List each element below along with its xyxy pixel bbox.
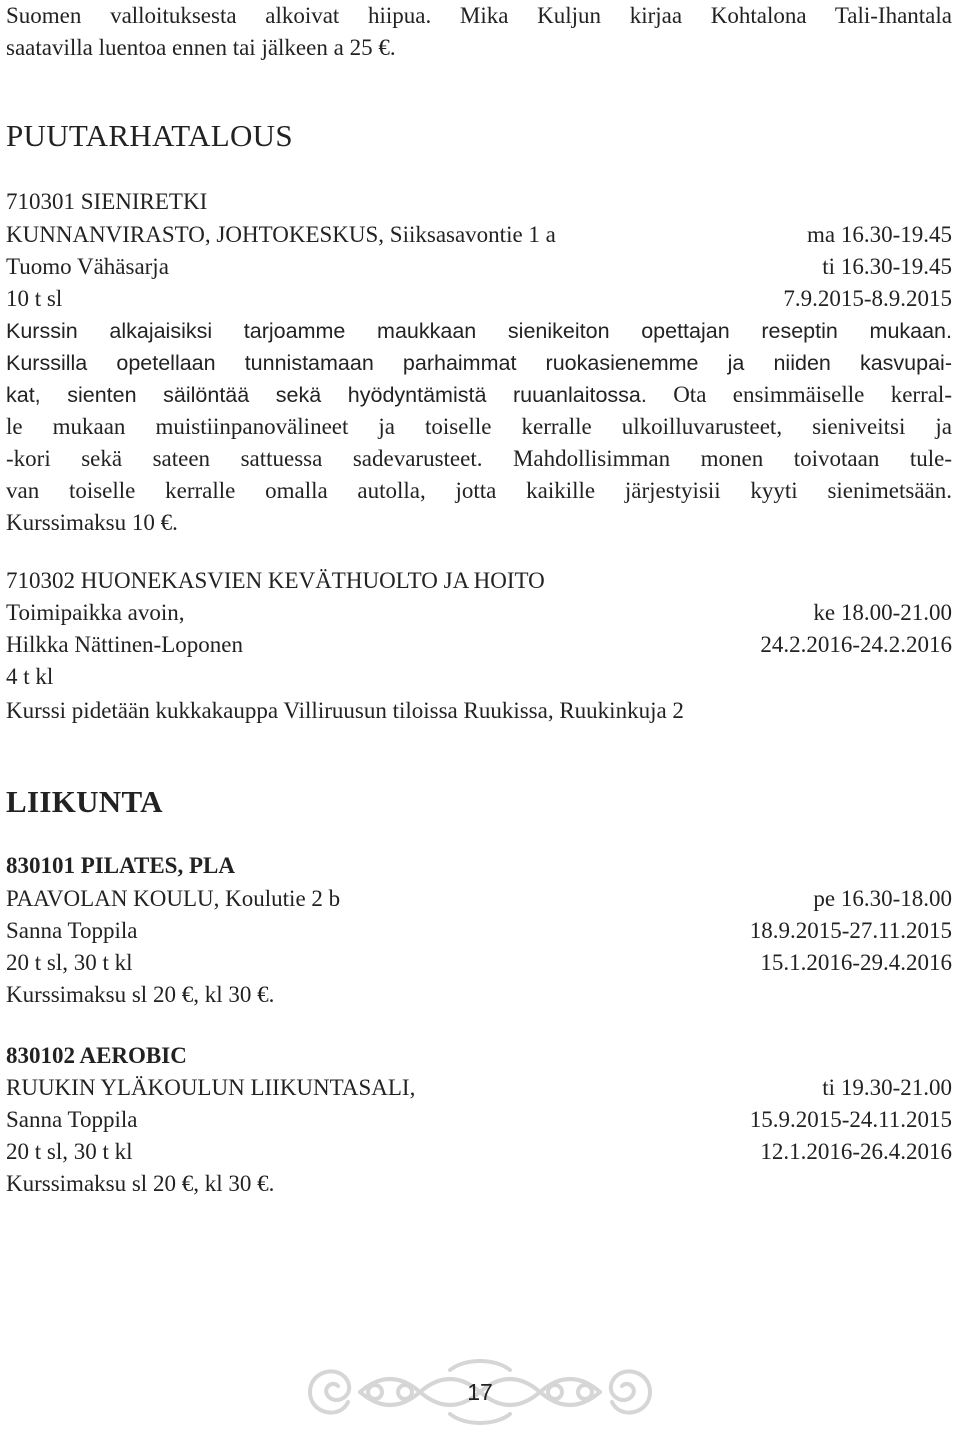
course-description-part: Mahdollisimman monen toivotaan tule-	[482, 446, 952, 471]
course-hours: 4 t kl	[6, 664, 54, 689]
course-description-part: Ota ensimmäiselle kerral-	[646, 382, 952, 407]
course-hours: 20 t sl, 30 t kl	[6, 950, 133, 975]
intro-line-2: saatavilla luentoa ennen tai jälkeen a 25 €.	[6, 35, 396, 60]
course-time: ti 19.30-21.00	[822, 1075, 952, 1100]
course-title-pilates: 830101 PILATES, PLA	[6, 853, 235, 878]
course-place-row	[6, 1072, 952, 1104]
course-teacher-row	[6, 251, 952, 283]
course-title-huonekasvien: 710302 HUONEKASVIEN KEVÄTHUOLTO JA HOITO	[6, 568, 545, 593]
course-time: ma 16.30-19.45	[806, 222, 952, 247]
document-page	[6, 0, 952, 1440]
course-place: RUUKIN YLÄKOULUN LIIKUNTASALI,	[6, 1075, 416, 1100]
course-description-line: Kurssin alkajaisiksi tarjoamme maukkaan sienikeiton opettajan reseptin mukaan.	[6, 319, 952, 343]
course-title-aerobic: 830102 AEROBIC	[6, 1043, 187, 1068]
course-teacher-row	[6, 915, 952, 947]
course-fee: Kurssimaksu sl 20 €, kl 30 €.	[6, 982, 275, 1007]
course-dates: 7.9.2015-8.9.2015	[783, 286, 952, 311]
course-hours-row	[6, 947, 952, 979]
course-dates: 15.1.2016-29.4.2016	[760, 950, 952, 975]
course-description-part: kat, sienten säilöntää sekä hyödyntämistä ruuanlaitossa.	[6, 383, 647, 407]
course-teacher: Sanna Toppila	[6, 918, 138, 943]
course-time: ti 16.30-19.45	[822, 254, 952, 279]
course-title-sieniretki: 710301 SIENIRETKI	[6, 189, 208, 214]
course-time: ke 18.00-21.00	[813, 600, 952, 625]
course-teacher: Tuomo Vähäsarja	[6, 254, 169, 279]
course-fee: Kurssimaksu sl 20 €, kl 30 €.	[6, 1171, 275, 1196]
course-place: PAAVOLAN KOULU, Koulutie 2 b	[6, 886, 341, 911]
section-heading-liikunta: LIIKUNTA	[6, 784, 163, 819]
course-dates: 24.2.2016-24.2.2016	[760, 632, 952, 657]
course-teacher-row	[6, 629, 952, 661]
course-place: KUNNANVIRASTO, JOHTOKESKUS, Siiksasavontie 1 a	[6, 222, 556, 247]
course-place-row	[6, 597, 952, 629]
course-note: Kurssi pidetään kukkakauppa Villiruusun tiloissa Ruukissa, Ruukinkuja 2	[6, 698, 684, 723]
course-place: Toimipaikka avoin,	[6, 600, 185, 625]
course-teacher-row	[6, 1104, 952, 1136]
course-description-line: van toiselle kerralle omalla autolla, jotta kaikille järjestyisii kyyti sienimetsään.	[6, 478, 952, 503]
course-hours-row	[6, 1136, 952, 1168]
course-teacher: Hilkka Nättinen-Loponen	[6, 632, 243, 657]
course-description-part: -kori sekä sateen sattuessa sadevarusteet.	[6, 446, 483, 471]
section-heading-puutarhatalous: PUUTARHATALOUS	[6, 118, 293, 153]
course-description-line: Kurssilla opetellaan tunnistamaan parhaimmat ruokasienemme ja niiden kasvupai-	[6, 351, 952, 375]
course-dates: 12.1.2016-26.4.2016	[760, 1139, 952, 1164]
course-dates: 18.9.2015-27.11.2015	[749, 918, 952, 943]
course-time: pe 16.30-18.00	[813, 886, 952, 911]
course-fee: Kurssimaksu 10 €.	[6, 510, 178, 535]
course-hours: 20 t sl, 30 t kl	[6, 1139, 133, 1164]
course-hours-row	[6, 283, 952, 315]
course-description-line: le mukaan muistiinpanovälineet ja toiselle kerralle ulkoilluvarusteet, sieniveitsi ja	[6, 414, 952, 439]
page-number: 17	[467, 1379, 493, 1405]
course-hours: 10 t sl	[6, 286, 63, 311]
course-place-row	[6, 219, 952, 251]
course-place-row	[6, 883, 952, 915]
course-dates: 15.9.2015-24.11.2015	[749, 1107, 952, 1132]
course-teacher: Sanna Toppila	[6, 1107, 138, 1132]
course-description-line	[6, 443, 952, 475]
course-description-line	[6, 379, 952, 411]
intro-line-1: Suomen valloituksesta alkoivat hiipua. Mika Kuljun kirjaa Kohtalona Tali-Ihantala	[6, 3, 952, 28]
